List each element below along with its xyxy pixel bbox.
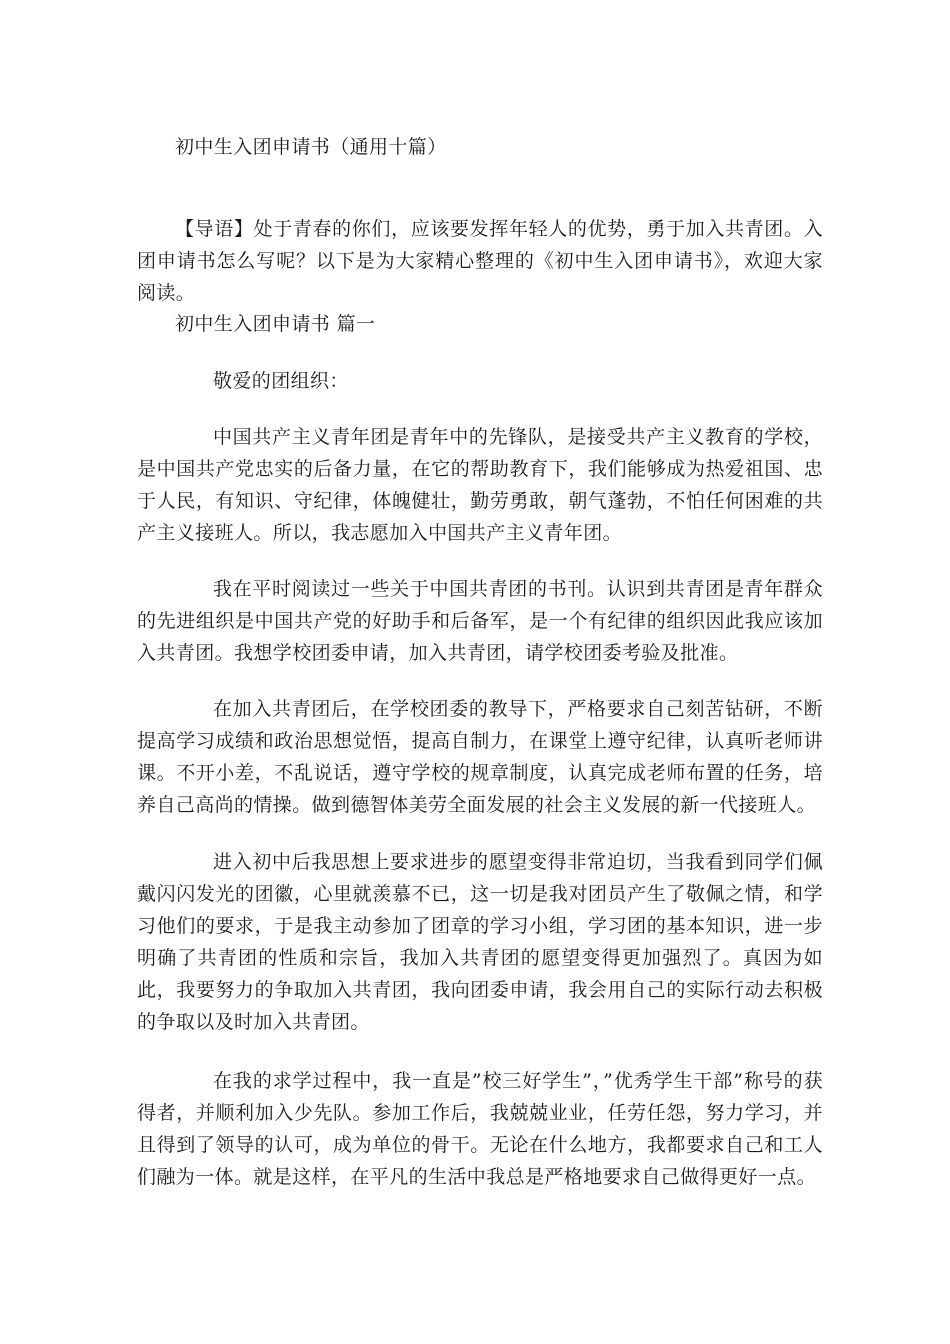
body-paragraph: 中国共产主义青年团是青年中的先锋队，是接受共产主义教育的学校，是中国共产党忠实的后备力量，在它的帮助教育下，我们能够成为热爱祖国、忠于人民，有知识、守纪律，体魄健壮，勤劳勇敢，朝气蓬勃，不怕任何困难的共产主义接班人。所以，我志愿加入中国共产主义青年团。 bbox=[137, 426, 823, 544]
body-paragraph: 进入初中后我思想上要求进步的愿望变得非常迫切，当我看到同学们佩戴闪闪发光的团徽，心里就羡慕不已，这一切是我对团员产生了敬佩之情，和学习他们的要求，于是我主动参加了团章的学习小组，学习团的基本知识，进一步明确了共青团的性质和宗旨，我加入共青团的愿望变得更加强烈了。真因为如此，我要努力的争取加入共青团，我向团委申请，我会用自己的实际行动去积极的争取以及时加入共青团。 bbox=[137, 851, 823, 1033]
document-title: 初中生入团申请书（通用十篇） bbox=[175, 136, 447, 158]
body-paragraph: 在加入共青团后，在学校团委的教导下，严格要求自己刻苦钻研，不断提高学习成绩和政治思想觉悟，提高自制力，在课堂上遵守纪律，认真听老师讲课。不开小差，不乱说话，遵守学校的规章制度，认真完成老师布置的任务，培养自己高尚的情操。做到德智体美劳全面发展的社会主义发展的新一代接班人。 bbox=[137, 698, 823, 816]
intro-paragraph: 【导语】处于青春的你们，应该要发挥年轻人的优势，勇于加入共青团。入团申请书怎么写呢？以下是为大家精心整理的《初中生入团申请书》，欢迎大家阅读。 bbox=[137, 218, 823, 304]
body-paragraph: 在我的求学过程中，我一直是”校三好学生”，”优秀学生干部”称号的获得者，并顺利加入少先队。参加工作后，我兢兢业业，任劳任怨，努力学习，并且得到了领导的认可，成为单位的骨干。无论在什么地方，我都要求自己和工人们融为一体。就是这样，在平凡的生活中我总是严格地要求自己做得更好一点。 bbox=[137, 1070, 823, 1188]
section-heading: 初中生入团申请书 篇一 bbox=[175, 313, 376, 335]
body-paragraph: 我在平时阅读过一些关于中国共青团的书刊。认识到共青团是青年群众的先进组织是中国共产党的好助手和后备军，是一个有纪律的组织因此我应该加入共青团。我想学校团委申请，加入共青团，请学校团委考验及批准。 bbox=[137, 578, 823, 664]
salutation: 敬爱的团组织： bbox=[213, 370, 349, 392]
